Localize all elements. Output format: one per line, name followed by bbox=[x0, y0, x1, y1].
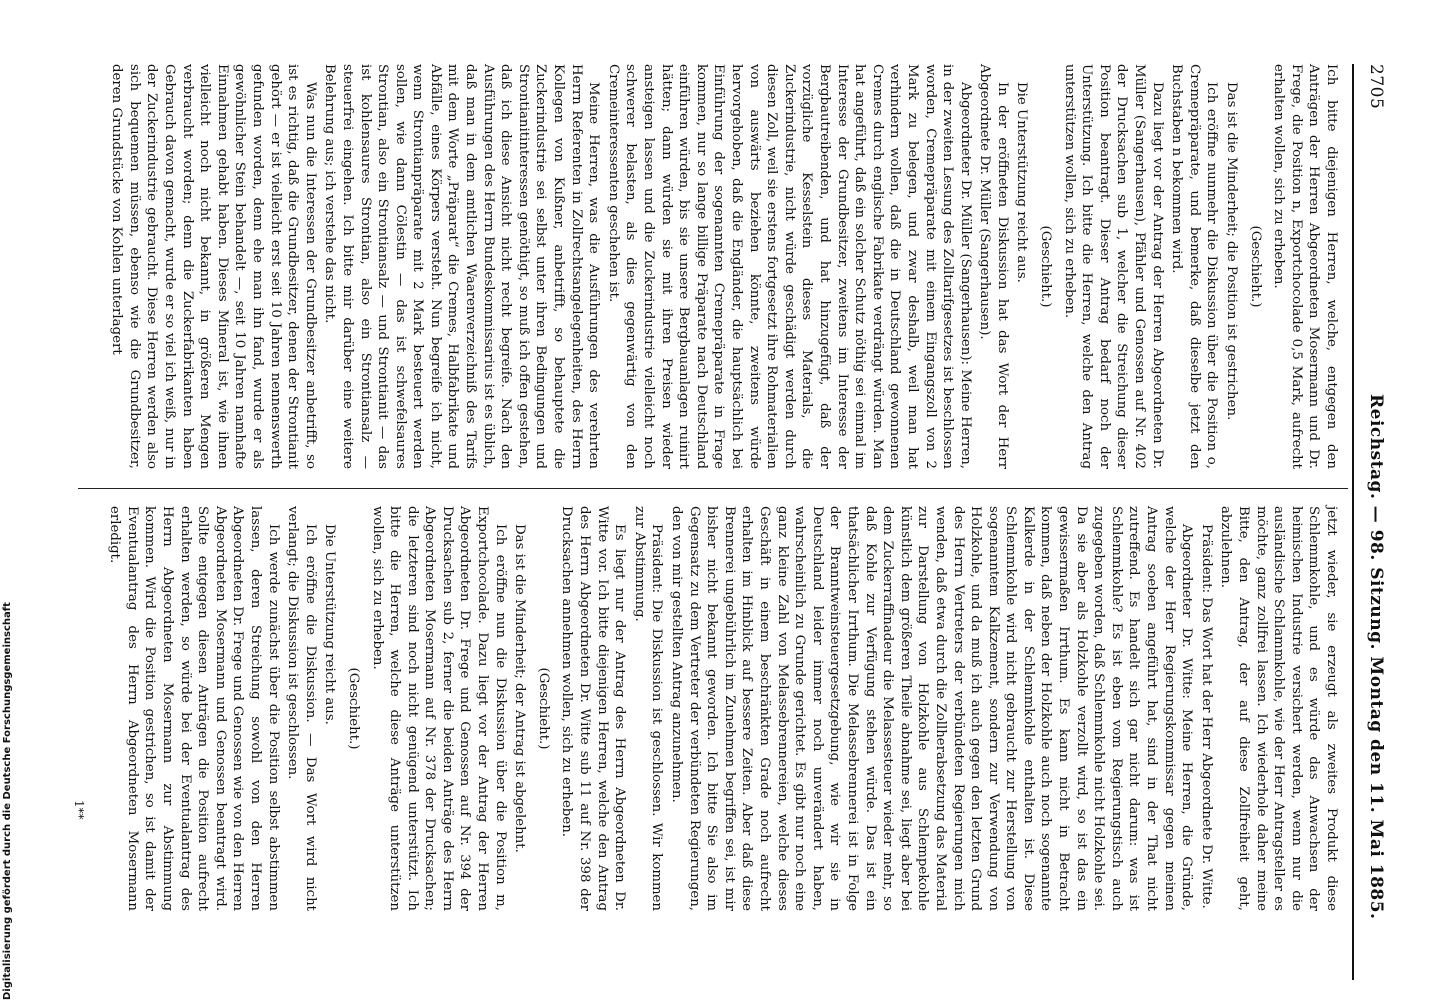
footer-text: Digitalisierung gefördert durch die Deutsche Forschungsgemeinschaft bbox=[2, 602, 13, 1000]
paragraph: Das ist die Minderheit; der Antrag ist abgelehnt. bbox=[512, 524, 528, 853]
paragraph: Was nun die Interessen der Grundbesitzer anbetrifft, so ist es richtig, daß die Grundbesitzer, denen der Strontianit gehört — er ist vielleicht erst seit 10 Jahren nennenswerth gefunden worden, denn ehe man ihn fand, wurde er als gewöhnlicher Stein behandelt —, seit 10 Jahren namhafte Einnahmen gehabt haben. Dieses Mineral ist, wie ihnen vielleicht noch nicht bekannt, in größeren Mengen verbraucht worden; denn die Zuckerfabrikanten haben Gebrauch davon gemacht, wurde er so viel ich weiß, nur in der Zuckerindustrie gebraucht. Diese Herren werden also sich bequemen müssen, ebenso wie die Grundbesitzer, deren Grundstücke von Kohlen unterlagert bbox=[109, 64, 318, 469]
paragraph: Ich eröffne die Diskussion. — Das Wort wird nicht verlangt; die Diskussion ist geschlossen. bbox=[285, 506, 318, 911]
header-title: Reichstag. — 98. Sitzung. Montag den 11. Mai 1885. bbox=[1366, 394, 1386, 920]
paragraph: Ich bitte diejenigen Herren, welche, entgegen den Anträgen der Herren Abgeordneten Mosermann und Dr. Frege, die Position n, Exportchocolade 0,5 Mark, aufrecht erhalten wollen, sich zu erheben. bbox=[1271, 64, 1339, 469]
signature-mark: 1** bbox=[72, 800, 86, 820]
paragraph: Die Unterstützung reicht aus. bbox=[322, 524, 338, 725]
column-left bbox=[106, 64, 1340, 469]
paragraph: Dazu liegt vor der Antrag der Herren Abgeordneten Dr. Müller (Sangerhausen), Pfähler und Genossen auf Nr. 402 der Drucksachen sub 1, welcher die Streichung dieser Position beantragt. Dieser Antrag bedarf noch der Unterstützung. Ich bitte die Herren, welche den Antrag unterstützen wollen, sich zu erheben. bbox=[1061, 64, 1165, 469]
paragraph: Ich eröffne nun die Diskussion über die Position m, Exportchocolade. Dazu liegt vor der Antrag der Herren Abgeordneten Dr. Frege und Genossen auf Nr. 394 der Drucksachen sub 2, ferner die beiden Anträge des Herrn Abgeordneten Mosermann auf Nr. 378 der Drucksachen; die letzteren sind noch nicht genügend unterstützt. Ich bitte die Herren, welche diese Anträge unterstützen wollen, sich zu erheben. bbox=[369, 506, 508, 911]
paragraph: Präsident: Das Wort hat der Herr Abgeordnete Dr. Witte. bbox=[1198, 524, 1214, 909]
paragraph: Ich eröffne nunmehr die Diskussion über die Position o, Cremepräparate, und bemerke, daß dieselbe jetzt den Buchstaben n bekommen wird. bbox=[1169, 64, 1220, 469]
column-right bbox=[104, 506, 1340, 911]
paragraph: Ich werde zunächst über die Position selbst abstimmen lassen, deren Streichung sowohl von den Herren Abgeordneten Dr. Frege und Genossen wie von den Herren Abgeordneten Mosermann und Genossen beantragt wird. Sollte entgegen diesen Anträgen die Position aufrecht erhalten werden, so würde bei der Eventualantrag des Herrn Abgeordneten Mosermann zur Abstimmung kommen. Wird die Position gestrichen, so ist damit der Eventualantrag des Herrn Abgeordneten Mosermann erledigt. bbox=[107, 506, 281, 911]
paragraph: Abgeordneter Dr. Müller (Sangerhausen): Meine Herren, in der zweiten Lesung des Zolltarifgesetzes ist beschlossen worden, Cremepräparate mit einem Eingangszoll von 2 Mark zu belegen, und zwar deshalb, weil man hat verhindern wollen, daß die in Deutschland gewonnenen Cremes durch englische Fabrikate verdrängt würden. Man hat angeführt, daß ein solcher Schutz nöthig sei einmal im Interesse der Grundbesitzer, zweitens im Interesse der Bergbautreibenden, und hat hinzugefügt, daß der vorzügliche Kesselstein dieses Materials, die Zuckerindustrie, nicht würde geschädigt werden durch diesen Zoll, weil sie erstens fortgesetzt ihre Rohmaterialien von auswärts beziehen könnte, zweitens würde hervorgehoben, daß die Engländer, die hauptsächlich bei Einführung der sogenannten Cremepräparate in Frage kommen, nur so lange billige Präparate nach Deutschland einführen würden, bis sie unsere Bergbauanlagen ruinirt hätten; dann würden sie mit ihren Preisen wieder ansteigen lassen und die Zuckerindustrie vielleicht noch schwerer belasten, als dies gegenwärtig von den Cremeinteressenten geschehen ist. bbox=[605, 64, 973, 469]
header-rule bbox=[1352, 64, 1354, 980]
header-page-number: 2705 bbox=[1366, 64, 1386, 110]
page-header bbox=[1358, 64, 1394, 980]
paragraph: In der eröffneten Diskussion hat das Wort der Herr Abgeordnete Dr. Müller (Sangerhausen). bbox=[977, 64, 1010, 469]
paragraph: Das ist die Minderheit; die Position ist gestrichen. bbox=[1224, 82, 1240, 421]
column-divider bbox=[78, 488, 1348, 489]
digitization-footer bbox=[2, 0, 16, 1000]
paragraph: Abgeordneter Dr. Witte: Meine Herren, die Gründe, welche der Herr Regierungskommissar gegen meinen Antrag soeben angeführt hat, sind in der That nicht zutreffend. Es handelt sich gar nicht darum: was ist Schlemmkohle? Es ist eben vom Regierungstisch auch zugegeben worden, daß Schlemmkohle nicht Holzkohle sei. Da sie aber als Holzkohle verzollt wird, so ist das ein gewissermaßen Irrthum. Es kann nicht in Betracht kommen, daß neben der Holzkohle auch noch sogenannte Kalkerde in der Schlemmkohle enthalten ist. Diese Schlemmkohle wird nicht gebraucht zur Herstellung von sogenanntem Kalkzement, sondern zur Verwendung von Holzkohle, und da muß ich auch gegen den letzten Grund des Herrn Vertreters der verbündeten Regierungen mich wenden, daß etwa durch die Zollherabsetzung das Material zur Darstellung von Holzkohle aus Schlempekohle künstlich dem größeren Theile abnahme sei, liegt aber bei dem Zuckerraffinadeur die Melassesteuer wieder mehr, so daß Kohle zur Verfügung stehen würde. Das ist ein thatsächlicher Irrthum. Die Melassebrennerei ist in Folge der Branntweinsteuergesetzgebung, wie wir sie in Deutschland leider immer noch unverändert haben, wahrscheinlich zu Grunde gerichtet. Es gibt nur noch eine ganz kleine Zahl von Melassebrennereien, welche dieses Geschäft in einem beschränkten Grade noch aufrecht erhalten im Hinblick auf bessere Zeiten. Aber daß diese Brennerei ungebührlich im Zunehmen begriffen sei, ist mir bisher nicht bekannt geworden. Ich bitte Sie also im Gegensatz zu dem Vertreter der verbündeten Regierungen, den von mir gestellten Antrag anzunehmen. bbox=[669, 506, 1195, 911]
paragraph: Meine Herren, was die Ausführungen des verehrten Herrn Referenten in Zollrechtsangelegenheiten, des Herrn Kollegen von Kußner, anbetrifft, so behauptete die Zuckerindustrie sei selbst unter ihren Bedingungen und Strontianitinteressen genöthigt, so muß ich offen gestehen, daß ich diese Ansicht nicht recht begreife. Nach den Ausführungen des Herrn Bundeskommissarius ist es üblich, daß man in dem amtlichen Waarenverzeichniß des Tarifs mit dem Worte „Präparat“ die Cremes, Halbfabrikate und Abfälle, eines Körpers versteht. Nun begreife ich nicht, wenn Strontianpräparate mit 2 Mark besteuert werden sollen, wie dann Cölestin — das ist schwefelsaures Strontian, also ein Strontiansalz — und Strontianit — das ist kohlensaures Strontian, also ein Strontiansalz — steuerfrei eingehen. Ich bitte mir darüber eine weitere Belehrung aus; ich verstehe das nicht. bbox=[322, 64, 602, 469]
stage-direction: (Geschieht.) bbox=[535, 667, 551, 750]
stage-direction: (Geschieht.) bbox=[345, 667, 361, 750]
stage-direction: (Geschieht.) bbox=[1038, 225, 1054, 308]
stage-direction: (Geschieht.) bbox=[1247, 225, 1263, 308]
paragraph: Die Unterstützung reicht aus. bbox=[1014, 82, 1030, 283]
paragraph: jetzt wieder, sie erzeugt als zweites Produkt diese Schlemmkohle, und es würde das Anwachsen der heimischen Industrie versichert werden, wenn nur die ausländische Schlammkohle, wie der Herr Antragsteller es möchte, ganz zollfrei lassen. Ich wiederhole daher meine Bitte, den Antrag, der auf diese Zollfreiheit geht, abzulehnen. bbox=[1218, 506, 1339, 911]
paragraph: Es liegt nur der Antrag des Herrn Abgeordneten Dr. Witte vor. Ich bitte diejenigen Herren, welche den Antrag des Herrn Abgeordneten Dr. Witte sub 11 auf Nr. 398 der Drucksachen annehmen wollen, sich zu erheben. bbox=[559, 506, 628, 911]
paragraph: Präsident: Die Diskussion ist geschlossen. Wir kommen zur Abstimmung. bbox=[631, 506, 665, 911]
